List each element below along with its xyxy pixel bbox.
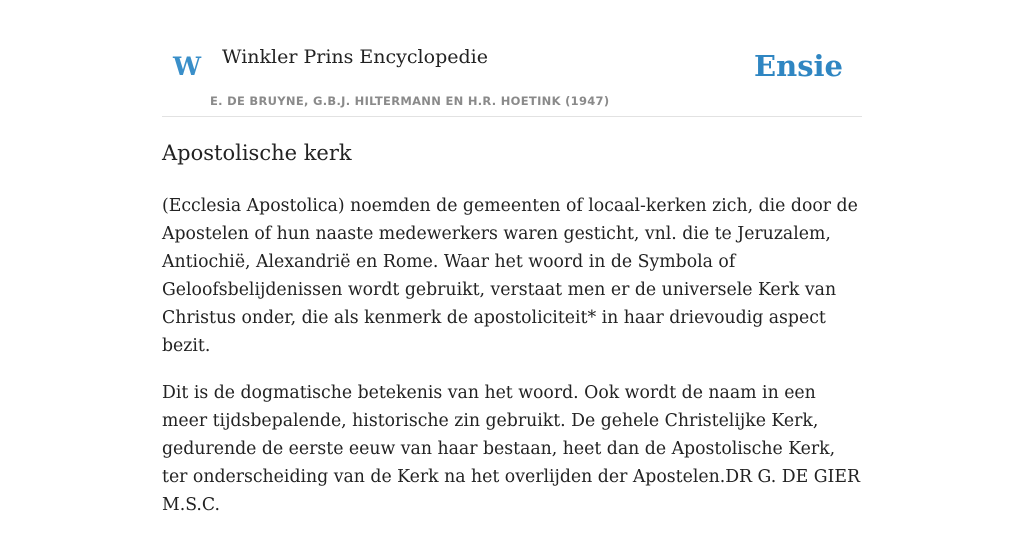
encyclopedia-authors: E. DE BRUYNE, G.B.J. HILTERMANN EN H.R. HOETINK (1947) (210, 94, 610, 108)
article-paragraph: (Ecclesia Apostolica) noemden de gemeenten of locaal-kerken zich, die door de Apostelen of hun naaste medewerkers waren gesticht, vnl. die te Jeruzalem, Antiochië, Alexandrië en Rome. Waar het woord in de Symbola of Geloofsbelijdenissen wordt gebruikt, verstaat men er de universele Kerk van Christus onder, die als kenmerk de apostoliciteit* in haar drievoudig aspect bezit. (162, 196, 858, 356)
header (162, 0, 862, 117)
article-title: Apostolische kerk (162, 141, 352, 165)
encyclopedia-title[interactable]: Winkler Prins Encyclopedie (222, 46, 488, 68)
article-paragraph: Dit is de dogmatische betekenis van het woord. Ook wordt de naam in een meer tijdsbepalende, historische zin gebruikt. De gehele Christelijke Kerk, gedurende de eerste eeuw van haar bestaan, heet dan de Apostolische Kerk, ter onderscheiding van de Kerk na het overlijden der Apostelen.DR G. DE GIER M.S.C. (162, 383, 860, 515)
page (162, 0, 862, 515)
winkler-prins-logo[interactable]: W (173, 52, 202, 81)
article-body (162, 192, 862, 538)
ensie-brand-logo[interactable]: Ensie (754, 49, 843, 83)
